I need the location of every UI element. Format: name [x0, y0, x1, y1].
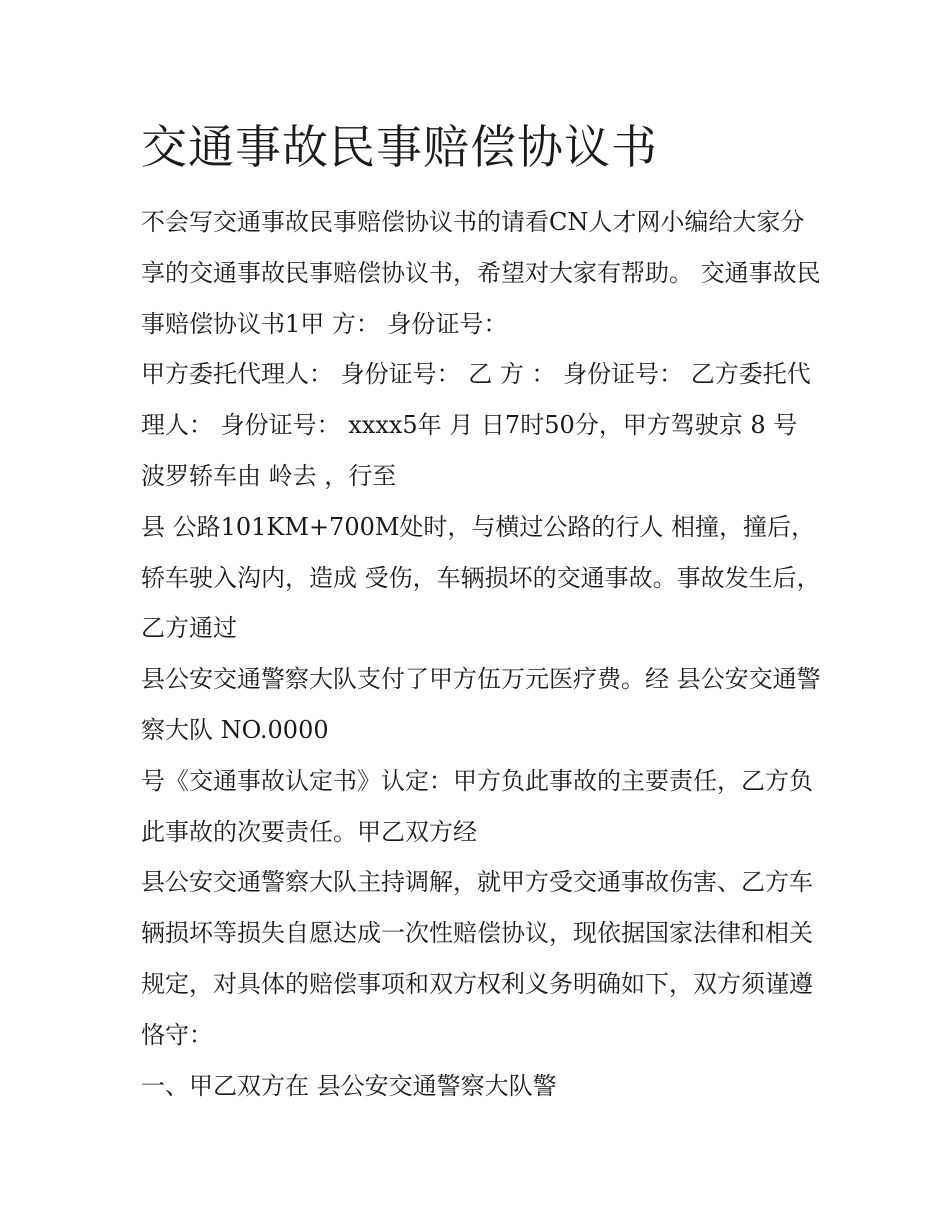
paragraph: 一、甲乙双方在 县公安交通警察大队警	[141, 1071, 557, 1100]
paragraph: 不会写交通事故民事赔偿协议书的请看CN人才网小编给大家分享的交通事故民事赔偿协议书，希望对大家有帮助。 交通事故民事赔偿协议书1甲 方： 身份证号：	[141, 208, 821, 338]
paragraph: 号《交通事故认定书》认定：甲方负此事故的主要责任，乙方负此事故的次要责任。甲乙双方经	[141, 766, 813, 846]
paragraph: 甲方委托代理人： 身份证号： 乙 方 ： 身份证号： 乙方委托代理人： 身份证号： xxxx5年 月 日7时50分，甲方驾驶京 8 号波罗轿车由 岭去 ，行至	[141, 360, 811, 490]
document-body	[141, 197, 821, 1111]
paragraph: 县公安交通警察大队支付了甲方伍万元医疗费。经 县公安交通警察大队 NO.0000	[141, 665, 821, 744]
document-title: 交通事故民事赔偿协议书	[141, 120, 658, 174]
paragraph: 县 公路101KM+700M处时，与横过公路的行人 相撞，撞后，轿车驶入沟内，造成 受伤，车辆损坏的交通事故。事故发生后，乙方通过	[141, 512, 821, 643]
paragraph: 县公安交通警察大队主持调解，就甲方受交通事故伤害、乙方车辆损坏等损失自愿达成一次性赔偿协议，现依据国家法律和相关规定，对具体的赔偿事项和双方权利义务明确如下，双方须谨遵恪守：	[141, 868, 813, 1049]
